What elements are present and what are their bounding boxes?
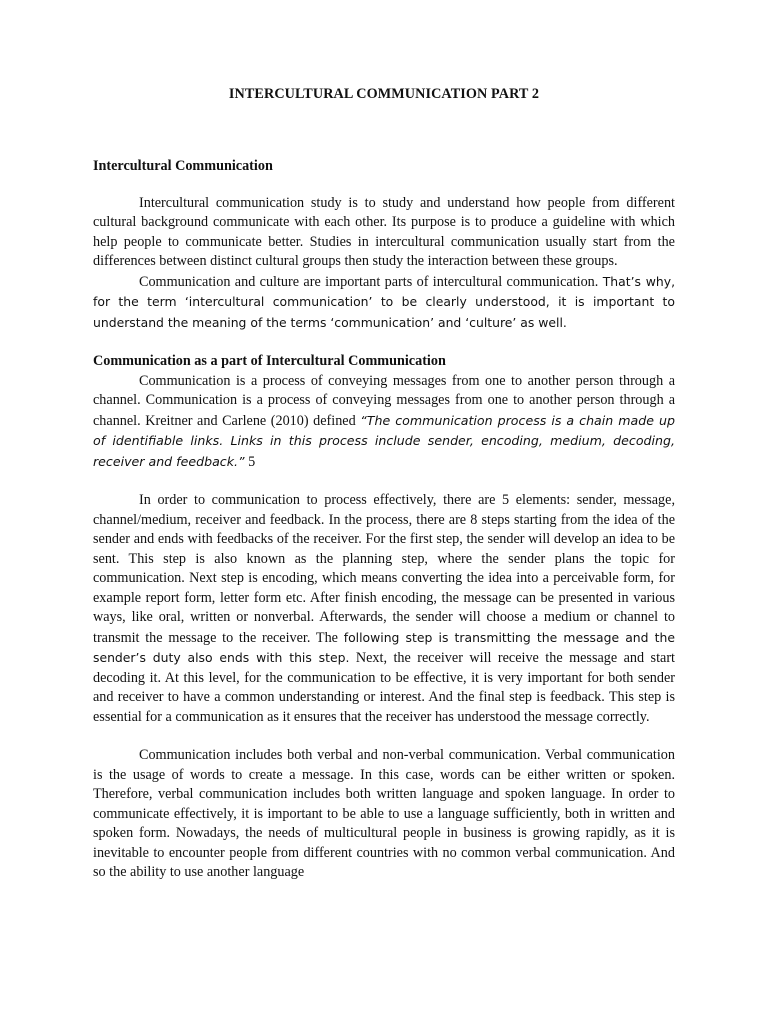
document-body — [93, 86, 675, 883]
footnote-reference: 5 — [244, 453, 256, 470]
section-heading-communication-as-part: Communication as a part of Intercultural Communication — [93, 353, 446, 369]
paragraph-communication-and-culture — [93, 272, 675, 334]
paragraph-verbal-communication: Communication includes both verbal and non-verbal communication. Verbal communication is the usage of words to create a message. In this case, words can be either written or spoken. Therefore, verbal communication includes both written language and spoken language. In order to communicate effectively, it is important to be able to use a language sufficiently, both in written and spoken form. Nowadays, the needs of multicultural people in business is growing rapidly, as it is inevitable to encounter people from different countries with no common verbal communication. And so the ability to use another language — [93, 747, 675, 880]
paragraph-communication-steps-c: Next, the receiver will receive the message and start decoding it. At this level, for the communication to be effective, it is very important for both sender and receiver to have a common understanding or interest. And the final step is feedback. This step is essential for a communication as it ensures that the receiver has understood the message correctly. — [93, 650, 675, 725]
paragraph-communication-definition-text: Communication is a process of conveying messages from one to another person through a channel. Communication is a process of conveying messages from one to another person through a channel. Kreitner and Carlene (2010) defined — [93, 372, 675, 429]
section-heading-intercultural-communication: Intercultural Communication — [93, 158, 273, 174]
spacer — [93, 177, 675, 194]
kreitner-quote: “The communication process is a chain made up of identifiable links. Links in this process include sender, encoding, medium, decoding, receiver and feedback.” — [93, 412, 675, 469]
paragraph-intercultural-intro: Intercultural communication study is to study and understand how people from different cultural background communicate with each other. Its purpose is to produce a guideline with which help people to communicate better. Studies in intercultural communication usually start from the differences between distinct cultural groups then study the interaction between these groups. — [93, 194, 675, 269]
paragraph-communication-definition — [93, 372, 675, 473]
paragraph-communication-steps — [93, 491, 675, 727]
paragraph-communication-and-culture-start: Communication and culture are important parts of intercultural communication. — [139, 273, 599, 290]
paragraph-communication-and-culture-rest: That’s why, for the term ‘intercultural communication’ to be clearly understood, it is important to understand the meaning of the terms ‘communication’ and ‘culture’ as well. — [93, 273, 676, 330]
paragraph-communication-steps-a: In order to communication to process effectively, there are 5 elements: sender, message, channel/medium, receiver and feedback. In the process, there are 8 steps starting from the idea of the sender and ends with feedbacks of the receiver. For the first step, the sender will develop an idea to be sent. This step is also known as the planning step, where the sender plans the topic for communication. Next step is encoding, which means converting the idea into a perceivable form, for example report form, letter form etc. After finish encoding, the message can be presented in various ways, like oral, written or nonverbal. Afterwards, the sender will choose a medium or channel to transmit the message to the receiver. The — [93, 492, 675, 646]
spacer — [93, 727, 675, 746]
paragraph-communication-steps-b: following step is transmitting the message and the sender’s duty also ends with this step. — [93, 629, 675, 665]
spacer — [93, 333, 675, 352]
spacer — [93, 472, 675, 491]
document-title: INTERCULTURAL COMMUNICATION PART 2 — [228, 86, 540, 102]
